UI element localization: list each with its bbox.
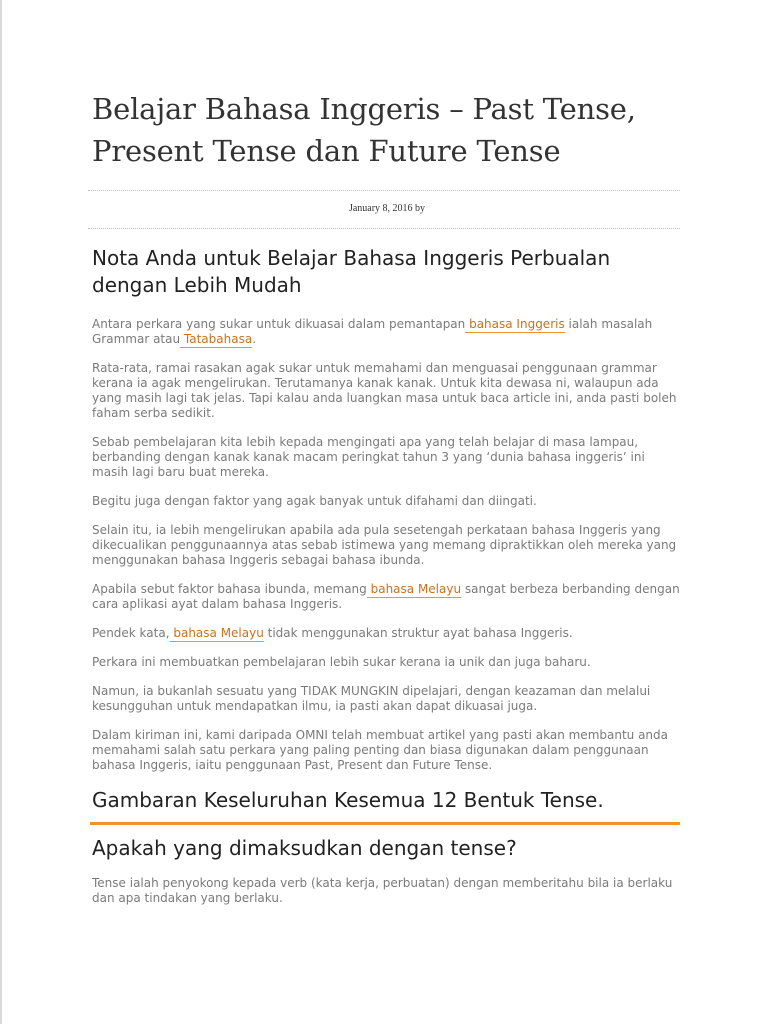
paragraph: Selain itu, ia lebih mengelirukan apabila ada pula sesetengah perkataan bahasa Inggeris yang dikecualikan penggunaannya atas sebab istimewa yang memang dipraktikkan oleh mereka yang menggunakan bahasa Inggeris sebagai bahasa ibunda. — [92, 523, 677, 567]
text-span: Pendek kata, — [92, 626, 170, 640]
paragraph: Dalam kiriman ini, kami daripada OMNI telah membuat artikel yang pasti akan membantu anda memahami salah satu perkara yang paling penting dan biasa digunakan dalam penggunaan bahasa Inggeris, iaitu penggunaan Past, Present dan Future Tense. — [92, 728, 669, 772]
page-edge-divider — [0, 0, 2, 1024]
text-span: sangat berbeza berbanding dengan cara aplikasi ayat dalam bahasa Inggeris. — [92, 582, 680, 611]
dotted-divider — [88, 190, 680, 191]
dotted-divider — [88, 228, 680, 229]
link-bahasa-melayu[interactable]: bahasa Melayu — [366, 582, 462, 596]
link-tatabahasa[interactable]: Tatabahasa — [180, 332, 253, 346]
paragraph — [92, 626, 682, 641]
paragraph: Begitu juga dengan faktor yang agak banyak untuk difahami dan diingati. — [92, 494, 537, 508]
text-span: tidak menggunakan struktur ayat bahasa Inggeris. — [263, 626, 573, 640]
paragraph — [92, 317, 682, 347]
paragraph: Sebab pembelajaran kita lebih kepada mengingati apa yang telah belajar di masa lampau, berbanding dengan kanak kanak macam peringkat tahun 3 yang ‘dunia bahasa inggeris’ ini masih lagi baru buat mereka. — [92, 435, 645, 479]
section-heading: Apakah yang dimaksudkan dengan tense? — [92, 836, 517, 860]
link-bahasa-inggeris[interactable]: bahasa Inggeris — [465, 317, 565, 331]
text-span: ialah masalah Grammar atau — [92, 317, 653, 346]
paragraph: Perkara ini membuatkan pembelajaran lebih sukar kerana ia unik dan juga baharu. — [92, 655, 591, 669]
text-span: . — [252, 332, 257, 346]
text-span: Apabila sebut faktor bahasa ibunda, memang — [92, 582, 367, 596]
paragraph — [92, 582, 682, 612]
accent-divider — [90, 822, 680, 825]
paragraph: Namun, ia bukanlah sesuatu yang TIDAK MUNGKIN dipelajari, dengan keazaman dan melalui kesungguhan untuk mendapatkan ilmu, ia pasti akan dapat dikuasai juga. — [92, 684, 651, 713]
article-title: Belajar Bahasa Inggeris – Past Tense, Present Tense dan Future Tense — [92, 92, 636, 168]
link-bahasa-melayu[interactable]: bahasa Melayu — [169, 626, 264, 640]
post-meta: January 8, 2016 by — [348, 203, 426, 214]
section-heading: Nota Anda untuk Belajar Bahasa Inggeris Perbualan dengan Lebih Mudah — [92, 246, 611, 297]
article — [92, 0, 682, 906]
paragraph: Tense ialah penyokong kepada verb (kata kerja, perbuatan) dengan memberitahu bila ia berlaku dan apa tindakan yang berlaku. — [92, 876, 673, 905]
paragraph: Rata-rata, ramai rasakan agak sukar untuk memahami dan menguasai penggunaan grammar kerana ia agak mengelirukan. Terutamanya kanak kanak. Untuk kita dewasa ni, walaupun ada yang masih lagi tak jelas. Tapi kalau anda luangkan masa untuk baca article ini, anda pasti boleh faham serba sedikit. — [92, 361, 677, 420]
text-span: Antara perkara yang sukar untuk dikuasai dalam pemantapan — [92, 317, 466, 331]
section-heading: Gambaran Keseluruhan Kesemua 12 Bentuk Tense. — [92, 788, 604, 812]
